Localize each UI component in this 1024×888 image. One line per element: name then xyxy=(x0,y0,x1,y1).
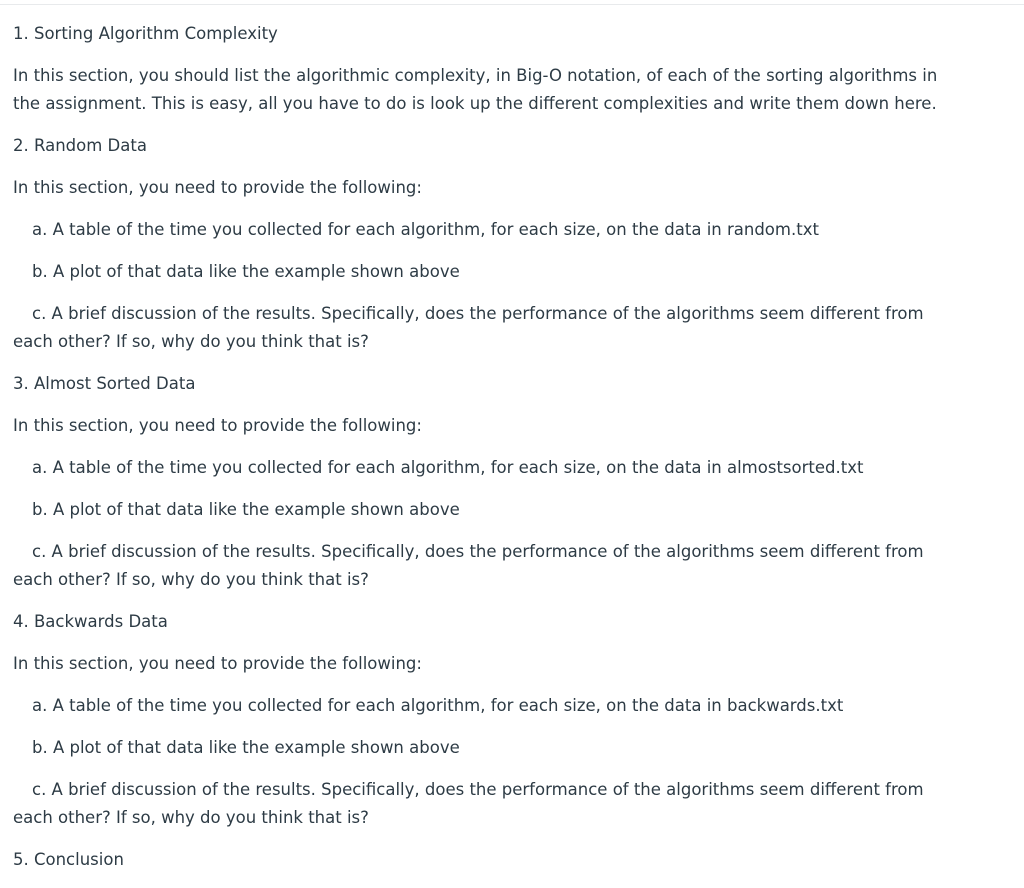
list-item-almost-sorted-plot: b. A plot of that data like the example shown above xyxy=(32,500,460,519)
section-heading-backwards: 4. Backwards Data xyxy=(13,612,168,631)
list-item-backwards-discussion: c. A brief discussion of the results. Specifically, does the performance of the algorithms seem different from each other? If so, why do you think that is? xyxy=(13,780,924,827)
list-item-backwards-table: a. A table of the time you collected for each algorithm, for each size, on the data in backwards.txt xyxy=(32,696,844,715)
top-divider xyxy=(0,0,1024,5)
list-item-random-discussion: c. A brief discussion of the results. Specifically, does the performance of the algorithms seem different from each other? If so, why do you think that is? xyxy=(13,304,924,351)
list-item-almost-sorted-discussion: c. A brief discussion of the results. Specifically, does the performance of the algorithms seem different from each other? If so, why do you think that is? xyxy=(13,542,924,589)
list-item-random-table: a. A table of the time you collected for each algorithm, for each size, on the data in random.txt xyxy=(32,220,819,239)
section-heading-almost-sorted: 3. Almost Sorted Data xyxy=(13,374,196,393)
list-item-random-plot: b. A plot of that data like the example shown above xyxy=(32,262,460,281)
section-intro-backwards: In this section, you need to provide the following: xyxy=(13,654,422,673)
section-heading-random: 2. Random Data xyxy=(13,136,147,155)
section-intro-almost-sorted: In this section, you need to provide the following: xyxy=(13,416,422,435)
list-item-almost-sorted-table: a. A table of the time you collected for each algorithm, for each size, on the data in almostsorted.txt xyxy=(32,458,864,477)
assignment-document xyxy=(13,20,968,888)
section-heading-complexity: 1. Sorting Algorithm Complexity xyxy=(13,24,278,43)
section-intro-complexity: In this section, you should list the algorithmic complexity, in Big-O notation, of each of the sorting algorithms in the assignment. This is easy, all you have to do is look up the different complexities and write them down here. xyxy=(13,66,938,113)
section-heading-conclusion: 5. Conclusion xyxy=(13,850,124,869)
section-intro-random: In this section, you need to provide the following: xyxy=(13,178,422,197)
list-item-backwards-plot: b. A plot of that data like the example shown above xyxy=(32,738,460,757)
